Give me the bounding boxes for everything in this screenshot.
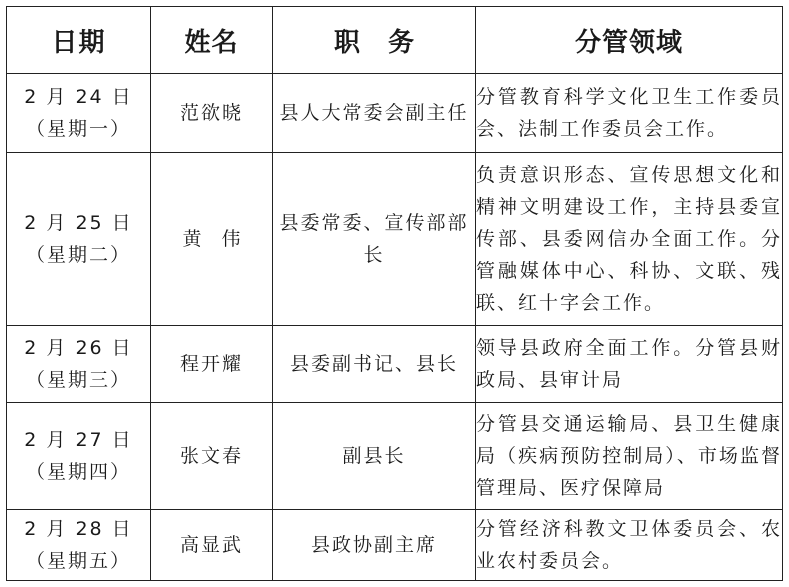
weekday-text: （星期一） [25, 118, 131, 140]
duty-cell: 县委副书记、县长 [273, 326, 476, 403]
date-text: 2 月 25 日 [24, 212, 133, 234]
table-row [7, 74, 783, 153]
date-text: 2 月 26 日 [24, 337, 133, 359]
header-name: 姓名 [151, 7, 273, 74]
table-header-row [7, 7, 783, 74]
scope-cell: 分管教育科学文化卫生工作委员会、法制工作委员会工作。 [476, 74, 783, 153]
weekday-text: （星期四） [25, 461, 131, 483]
date-cell [7, 153, 151, 326]
header-date: 日期 [7, 7, 151, 74]
duty-cell: 县委常委、宣传部部长 [273, 153, 476, 326]
scope-cell: 分管经济科教文卫体委员会、农业农村委员会。 [476, 510, 783, 581]
scope-cell: 领导县政府全面工作。分管县财政局、县审计局 [476, 326, 783, 403]
duty-cell: 副县长 [273, 403, 476, 510]
weekday-text: （星期三） [25, 369, 131, 391]
name-cell: 张文春 [151, 403, 273, 510]
leader-schedule-table [6, 6, 783, 581]
weekday-text: （星期五） [25, 550, 131, 572]
date-cell [7, 510, 151, 581]
date-cell [7, 403, 151, 510]
name-cell: 程开耀 [151, 326, 273, 403]
scope-cell: 分管县交通运输局、县卫生健康局（疾病预防控制局）、市场监督管理局、医疗保障局 [476, 403, 783, 510]
date-text: 2 月 28 日 [24, 518, 133, 540]
name-cell: 范欲晓 [151, 74, 273, 153]
header-duty: 职务 [273, 7, 476, 74]
table-row [7, 403, 783, 510]
duty-cell: 县人大常委会副主任 [273, 74, 476, 153]
name-cell: 黄伟 [151, 153, 273, 326]
table-row [7, 510, 783, 581]
table-row [7, 153, 783, 326]
date-text: 2 月 24 日 [24, 86, 133, 108]
scope-cell: 负责意识形态、宣传思想文化和精神文明建设工作，主持县委宣传部、县委网信办全面工作。分管融媒体中心、科协、文联、残联、红十字会工作。 [476, 153, 783, 326]
weekday-text: （星期二） [25, 244, 131, 266]
date-text: 2 月 27 日 [24, 429, 133, 451]
table-row [7, 326, 783, 403]
name-cell: 高显武 [151, 510, 273, 581]
header-scope: 分管领域 [476, 7, 783, 74]
date-cell [7, 74, 151, 153]
date-cell [7, 326, 151, 403]
duty-cell: 县政协副主席 [273, 510, 476, 581]
